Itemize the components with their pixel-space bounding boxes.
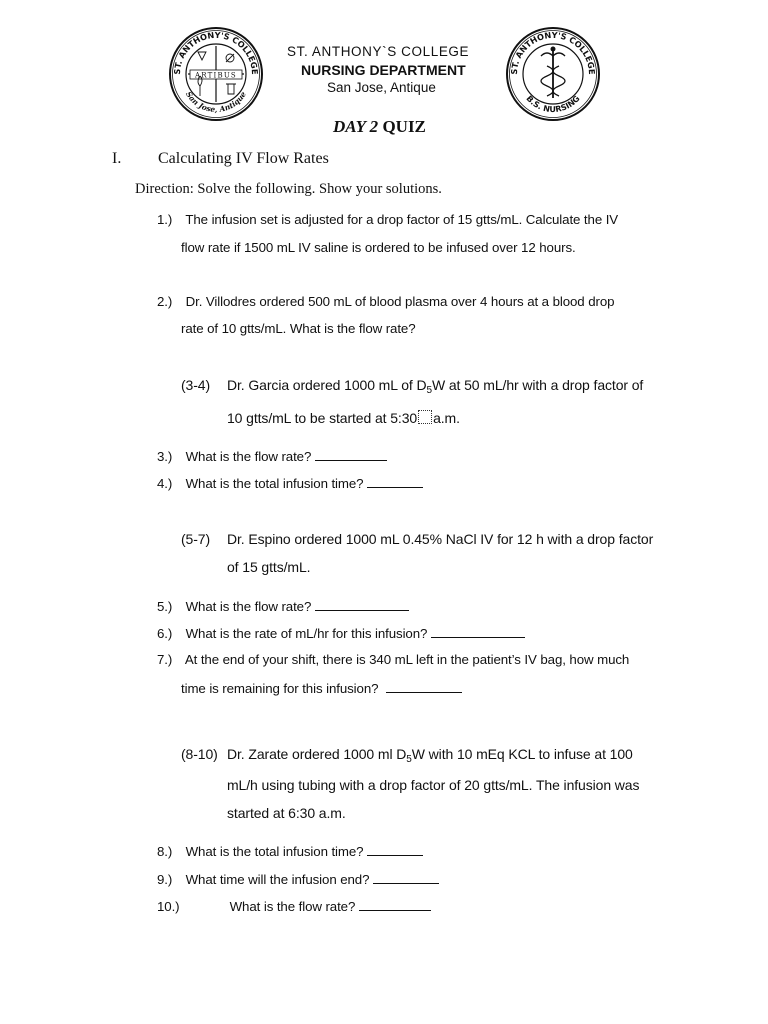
seal-left-band-text: ARTIBUS: [195, 71, 237, 80]
question-text: What is the total infusion time?: [185, 844, 364, 859]
question-4: [157, 475, 423, 491]
question-2: [157, 294, 717, 309]
group-3-4-label: (3-4): [181, 377, 211, 393]
question-number: 9.): [157, 872, 173, 887]
scenario-text: Dr. Garcia ordered 1000 mL of D: [227, 377, 427, 393]
question-text: What is the flow rate?: [185, 599, 312, 614]
group-8-10-scenario-line-2: mL/h using tubing with a drop factor of 20 gtts/mL. The infusion was: [227, 777, 640, 793]
scenario-text: W at 50 mL/hr with a drop factor of: [431, 377, 644, 393]
scenario-text: a.m.: [433, 410, 460, 426]
question-text: What is the total infusion time?: [185, 476, 364, 491]
seal-left-bottom-text: San Jose, Antique: [183, 89, 249, 115]
answer-blank[interactable]: [431, 625, 525, 638]
question-number: 4.): [157, 476, 173, 491]
department-name: NURSING DEPARTMENT: [301, 62, 466, 78]
seal-right-bottom-text: B.S. NURSING: [524, 94, 582, 115]
subscript: 5: [406, 754, 412, 765]
group-3-4-scenario-line-1: [227, 377, 643, 396]
question-8: [157, 843, 423, 859]
scenario-text: W with 10 mEq KCL to infuse at 100: [411, 746, 633, 762]
question-number: 7.): [157, 652, 173, 667]
question-3: [157, 448, 387, 464]
question-number: 8.): [157, 844, 173, 859]
answer-blank[interactable]: [373, 871, 439, 884]
question-text: What time will the infusion end?: [185, 872, 370, 887]
group-5-7-scenario-line-1: Dr. Espino ordered 1000 mL 0.45% NaCl IV for 12 h with a drop factor: [227, 531, 654, 547]
college-seal-left-graphic: [168, 26, 264, 122]
question-text: What is the flow rate?: [229, 899, 356, 914]
question-number: 5.): [157, 599, 173, 614]
question-text: What is the flow rate?: [185, 449, 312, 464]
section-direction: Direction: Solve the following. Show your solutions.: [135, 181, 442, 197]
question-text: The infusion set is adjusted for a drop factor of 15 gtts/mL. Calculate the IV: [185, 212, 619, 227]
answer-blank[interactable]: [315, 448, 387, 461]
college-seal-left: [168, 26, 264, 122]
group-8-10-label: (8-10): [181, 746, 218, 762]
question-7-line-2: [181, 680, 462, 696]
question-number: 2.): [157, 294, 173, 309]
question-1: [157, 212, 717, 227]
question-text: Dr. Villodres ordered 500 mL of blood plasma over 4 hours at a blood drop: [185, 294, 615, 309]
answer-blank[interactable]: [367, 475, 423, 488]
question-number: 6.): [157, 626, 173, 641]
question-5: [157, 598, 409, 614]
question-7: [157, 652, 727, 667]
question-2-line-2: rate of 10 gtts/mL. What is the flow rate?: [181, 321, 416, 336]
question-number: 10.): [157, 899, 180, 914]
answer-blank[interactable]: [359, 898, 431, 911]
question-number: 3.): [157, 449, 173, 464]
question-10: [157, 898, 431, 914]
section-numeral: I.: [112, 150, 122, 167]
college-location: San Jose, Antique: [327, 80, 436, 95]
group-8-10-scenario-line-3: started at 6:30 a.m.: [227, 805, 346, 821]
subscript: 5: [426, 385, 432, 396]
question-text: At the end of your shift, there is 340 mL left in the patient’s IV bag, how much: [184, 652, 630, 667]
question-text: What is the rate of mL/hr for this infusion?: [185, 626, 428, 641]
nursing-seal-right: [505, 26, 601, 122]
scenario-text: 10 gtts/mL to be started at 5:30: [227, 410, 418, 426]
question-6: [157, 625, 525, 641]
answer-blank[interactable]: [386, 680, 462, 693]
placeholder-box: [418, 410, 432, 424]
seal-left-ring-text: ST. ANTHONY'S COLLEGE: [171, 29, 261, 75]
answer-blank[interactable]: [315, 598, 409, 611]
section-title: Calculating IV Flow Rates: [158, 150, 329, 167]
group-5-7-label: (5-7): [181, 531, 211, 547]
group-8-10-scenario-line-1: [227, 746, 633, 765]
answer-blank[interactable]: [367, 843, 423, 856]
group-5-7-scenario-line-2: of 15 gtts/mL.: [227, 559, 311, 575]
question-number: 1.): [157, 212, 173, 227]
quiz-title-day: DAY 2: [333, 117, 379, 136]
question-1-line-2: flow rate if 1500 mL IV saline is ordered to be infused over 12 hours.: [181, 240, 576, 255]
scenario-text: Dr. Zarate ordered 1000 ml D: [227, 746, 407, 762]
quiz-title-word: QUIZ: [382, 117, 426, 136]
question-text: time is remaining for this infusion?: [181, 681, 379, 696]
quiz-title: [333, 117, 426, 137]
nursing-seal-right-graphic: [505, 26, 601, 122]
group-3-4-scenario-line-2: [227, 410, 460, 426]
seal-right-ring-text: ST. ANTHONY'S COLLEGE: [508, 29, 598, 75]
question-9: [157, 871, 439, 887]
college-name: ST. ANTHONY`S COLLEGE: [287, 44, 470, 59]
